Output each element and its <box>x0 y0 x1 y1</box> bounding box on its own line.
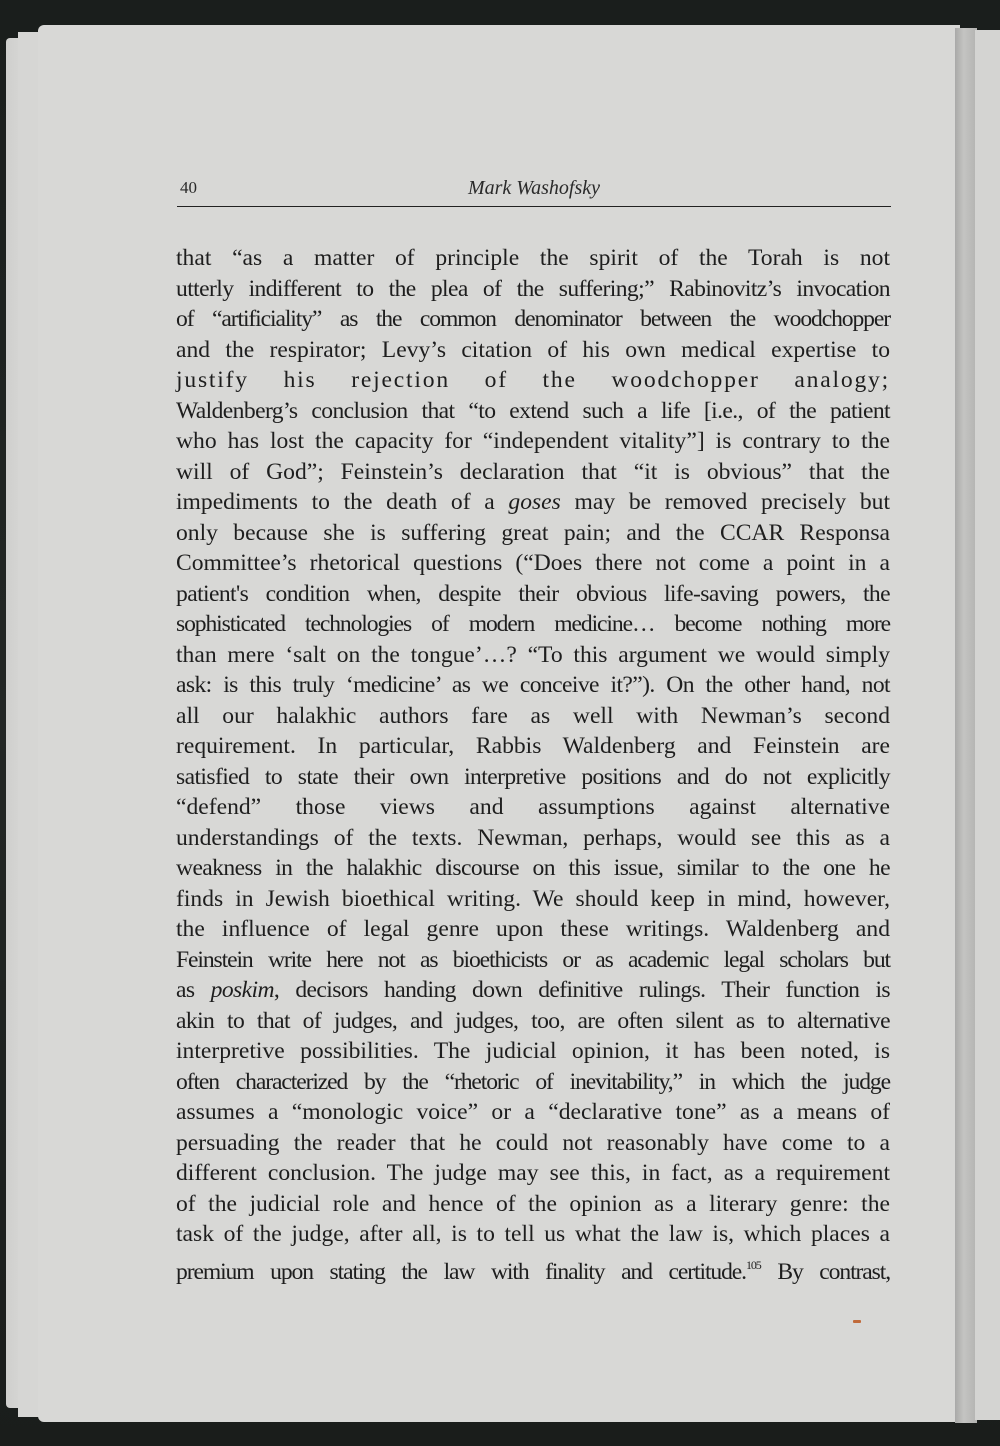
text-line: often characterized by the “rhetoric of inevitability,” in which the judge <box>176 1068 890 1095</box>
text-segment: premium upon stating the law with finality and certitude. <box>176 1258 746 1285</box>
text-segment: impediments to the death of a <box>176 489 509 515</box>
text-line <box>176 487 890 518</box>
text-line: task of the judge, after all, is to tell us what the law is, which places a <box>176 1221 890 1247</box>
text-line: of the judicial role and hence of the opinion as a literary genre: the <box>176 1190 890 1217</box>
text-line: finds in Jewish bioethical writing. We should keep in mind, however, <box>176 885 890 912</box>
text-line: sophisticated technologies of modern medicine… become nothing more <box>176 611 890 637</box>
text-line: weakness in the halakhic discourse on this issue, similar to the one he <box>176 855 890 881</box>
italic-term-goses: goses <box>508 489 561 515</box>
text-line: will of God”; Feinstein’s declaration that “it is obvious” that the <box>176 458 890 485</box>
text-line <box>176 1250 890 1285</box>
text-line: different conclusion. The judge may see this, in fact, as a requirement <box>176 1160 890 1186</box>
text-line: Committee’s rhetorical questions (“Does there not come a point in a <box>176 550 890 576</box>
text-line: requirement. In particular, Rabbis Waldenberg and Feinstein are <box>176 733 890 759</box>
text-line: satisfied to state their own interpretive positions and do not explicitly <box>176 763 890 790</box>
running-head-author: Mark Washofsky <box>467 177 601 199</box>
text-line: who has lost the capacity for “independent vitality”] is contrary to the <box>176 428 890 454</box>
text-line: persuading the reader that he could not reasonably have come to a <box>176 1129 890 1156</box>
text-line: all our halakhic authors fare as well with Newman’s second <box>176 702 890 729</box>
italic-term-poskim: poskim <box>210 977 274 1003</box>
text-line: and the respirator; Levy’s citation of his own medical expertise to <box>176 336 890 363</box>
text-line: justify his rejection of the woodchopper analogy; <box>176 367 890 393</box>
book-gutter <box>955 28 977 1423</box>
body-paragraph <box>176 243 891 1285</box>
text-line: ask: is this truly ‘medicine’ as we conceive it?”). On the other hand, not <box>176 672 890 698</box>
footnote-reference[interactable]: 105 <box>745 1257 761 1272</box>
text-line: that “as a matter of principle the spirit of the Torah is not <box>176 245 890 271</box>
text-segment: as <box>176 977 211 1003</box>
text-line: the influence of legal genre upon these writings. Waldenberg and <box>176 916 890 942</box>
text-line: of “artificiality” as the common denominator between the woodchopper <box>176 306 890 332</box>
text-line: than mere ‘salt on the tongue’…? “To this argument we would simply <box>176 641 890 668</box>
text-segment: By contrast, <box>760 1258 890 1285</box>
running-head <box>177 176 891 207</box>
text-line: understandings of the texts. Newman, perhaps, would see this as a <box>176 824 890 851</box>
scan-artifact-mark <box>853 1320 861 1323</box>
page-number: 40 <box>180 178 197 197</box>
text-line: interpretive possibilities. The judicial opinion, it has been noted, is <box>176 1038 890 1064</box>
text-line: “defend” those views and assumptions against alternative <box>176 794 890 820</box>
text-line: akin to that of judges, and judges, too, are often silent as to alternative <box>176 1007 890 1034</box>
facing-page-edge <box>975 30 1000 1420</box>
text-line: patient's condition when, despite their obvious life-saving powers, the <box>176 580 890 607</box>
text-line <box>176 975 890 1006</box>
text-segment: , decisors handing down definitive rulings. Their function is <box>273 977 890 1003</box>
text-line: Waldenberg’s conclusion that “to extend such a life [i.e., of the patient <box>176 397 890 424</box>
text-line: utterly indifferent to the plea of the suffering;” Rabinovitz’s invocation <box>176 275 890 302</box>
text-line: Feinstein write here not as bioethicists or as academic legal scholars but <box>176 946 890 973</box>
text-segment: may be removed precisely but <box>560 489 891 515</box>
text-line: only because she is suffering great pain; and the CCAR Responsa <box>176 519 890 546</box>
text-line: assumes a “monologic voice” or a “declarative tone” as a means of <box>176 1099 890 1125</box>
